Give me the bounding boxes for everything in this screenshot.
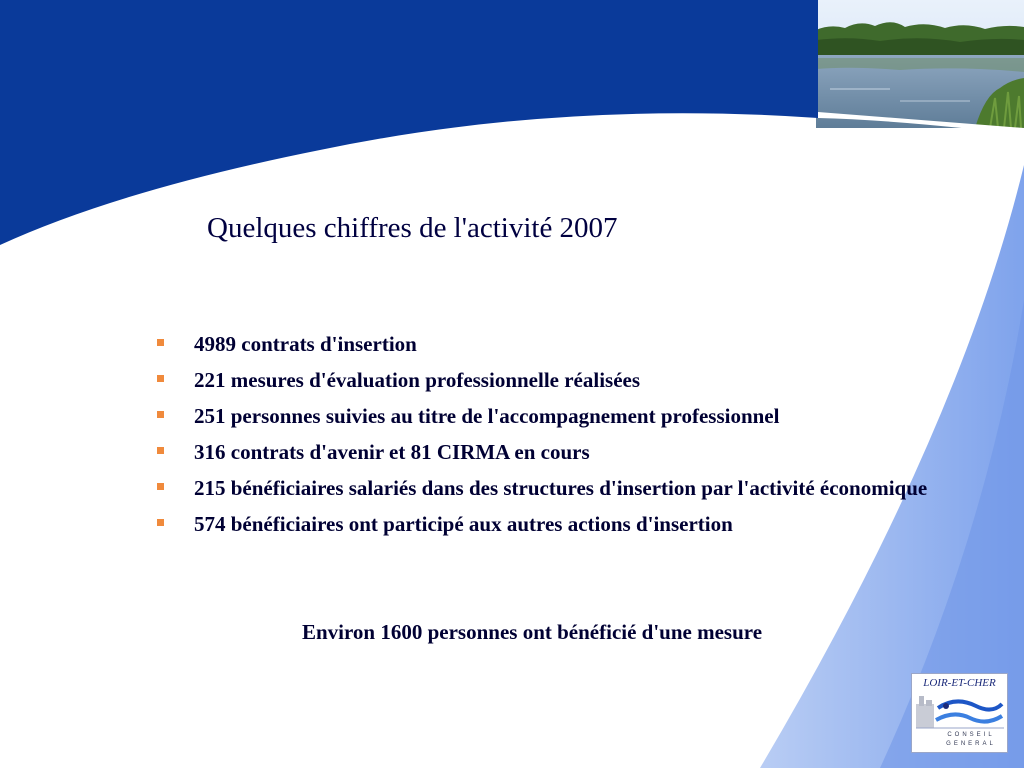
list-item-text: 4989 contrats d'insertion	[194, 332, 417, 356]
square-bullet-icon	[157, 483, 164, 490]
list-item	[155, 330, 955, 358]
list-item	[155, 402, 955, 430]
square-bullet-icon	[157, 411, 164, 418]
lake-photo	[816, 0, 1024, 128]
list-item	[155, 366, 955, 394]
list-item-text: 221 mesures d'évaluation professionnelle réalisées	[194, 368, 641, 392]
list-item-text: 251 personnes suivies au titre de l'accompagnement professionnel	[194, 404, 780, 428]
logo-subtitle-line1: CONSEIL	[947, 732, 995, 738]
list-item	[155, 438, 955, 466]
square-bullet-icon	[157, 447, 164, 454]
logo-emblem-icon	[916, 694, 1004, 730]
list-item	[155, 510, 955, 538]
loir-et-cher-logo	[911, 673, 1008, 753]
slide-title: Quelques chiffres de l'activité 2007	[207, 212, 618, 244]
logo-title: LOIR-ET-CHER	[923, 677, 996, 689]
list-item-text: 316 contrats d'avenir et 81 CIRMA en cours	[194, 440, 590, 464]
list-item	[155, 474, 955, 502]
square-bullet-icon	[157, 375, 164, 382]
square-bullet-icon	[157, 339, 164, 346]
list-item-text: 215 bénéficiaires salariés dans des structures d'insertion par l'activité économique	[194, 476, 928, 500]
list-item-text: 574 bénéficiaires ont participé aux autres actions d'insertion	[194, 512, 733, 536]
square-bullet-icon	[157, 519, 164, 526]
logo-subtitle-line2: GENERAL	[946, 741, 996, 747]
bullet-list	[155, 330, 955, 546]
conclusion-text: Environ 1600 personnes ont bénéficié d'une mesure	[301, 620, 763, 644]
